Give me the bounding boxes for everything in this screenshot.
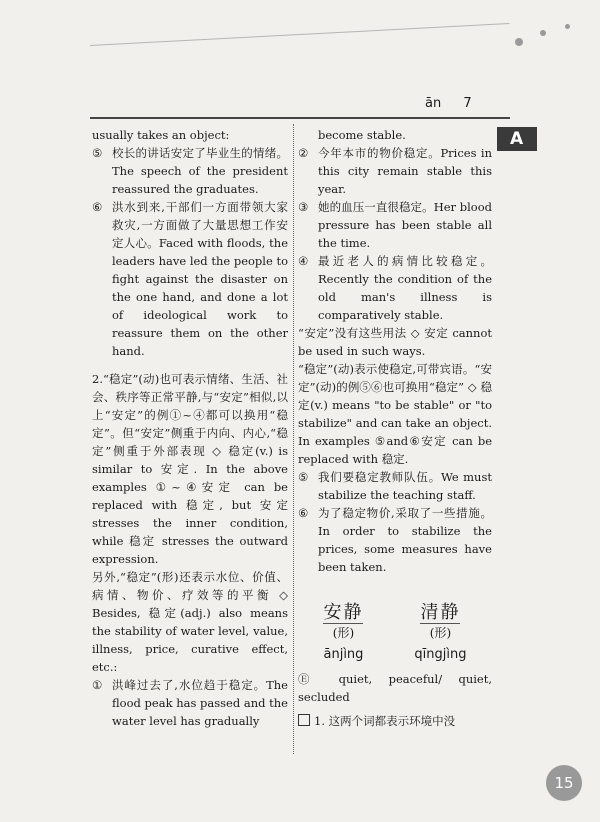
note-marker-icon bbox=[298, 714, 310, 726]
example-text: 最近老人的病情比较稳定。Recently the condition of the old man's illness is comparatively stable. bbox=[318, 254, 492, 322]
example-text: 今年本市的物价稳定。Prices in this city remain stable this year. bbox=[318, 146, 492, 196]
example-number: ⑥ bbox=[92, 200, 103, 214]
example-text: 校长的讲话安定了毕业生的情绪。The speech of the president reassured the graduates. bbox=[112, 146, 288, 196]
english-gloss: Ⓔ quiet, peaceful/ quiet, secluded bbox=[298, 672, 492, 704]
word-pair bbox=[298, 604, 492, 664]
example-item bbox=[298, 252, 492, 324]
example-item bbox=[298, 468, 492, 504]
example-text: 洪峰过去了,水位趋于稳定。The flood peak has passed and the water level has gradually bbox=[112, 678, 288, 728]
headword bbox=[323, 604, 363, 622]
word-entry bbox=[414, 604, 466, 664]
example-item bbox=[92, 676, 288, 730]
example-text: 我们要稳定教师队伍。We must stabilize the teaching staff. bbox=[318, 470, 492, 502]
example-number: ⑥ bbox=[298, 506, 309, 520]
header-rule bbox=[90, 117, 510, 119]
part-of-speech: (形) bbox=[429, 626, 452, 640]
intro-text: usually takes an object: bbox=[92, 128, 230, 142]
header-word: ān bbox=[425, 96, 442, 111]
explanation-start bbox=[298, 712, 492, 730]
example-number: ② bbox=[298, 146, 309, 160]
left-column bbox=[92, 126, 288, 730]
example-number: ③ bbox=[298, 200, 309, 214]
explanation-text: 1. 这两个词都表示环境中没 bbox=[314, 714, 456, 728]
usage-paragraph: 2.“稳定”(动)也可表示情绪、生活、社会、秩序等正常平静,与“安定”相似,以上“安定”的例①~④都可以换用“稳定”。但“安定”侧重于内向、内心,“稳定”侧重于外部表现 ◇ 稳定(v.) is similar to 安定. In the above examples ①~④安定 can be replaced with 稳定, but 安定 stresses the inner condition, while 稳定 stresses the outward expression. bbox=[92, 372, 288, 566]
example-number: ⑤ bbox=[298, 470, 309, 484]
section-tab: A bbox=[497, 127, 557, 151]
example-item bbox=[92, 198, 288, 360]
word-entry bbox=[323, 604, 363, 664]
example-item bbox=[92, 144, 288, 198]
headword-text: 清静 bbox=[420, 602, 461, 623]
example-text: 为了稳定物价,采取了一些措施。In order to stabilize the prices, some measures have been taken. bbox=[318, 506, 492, 574]
example-item bbox=[298, 144, 492, 198]
running-header bbox=[425, 96, 490, 111]
part-of-speech: (形) bbox=[332, 626, 355, 640]
example-number: ① bbox=[92, 678, 103, 692]
example-text: 她的血压一直很稳定。Her blood pressure has been stable all the time. bbox=[318, 200, 492, 250]
decorative-dot bbox=[540, 30, 546, 36]
right-column bbox=[298, 126, 492, 730]
pinyin: qīngjìng bbox=[414, 647, 467, 662]
column-divider bbox=[293, 124, 294, 754]
example-item bbox=[298, 504, 492, 576]
usage-paragraph: “稳定”(动)表示使稳定,可带宾语。“安定”(动)的例⑤⑥也可换用“稳定” ◇ 稳定(v.) means "to be stable" or "to stabilize" and can take an object. In examples ⑤and⑥安定 can be replaced with 稳定. bbox=[298, 362, 492, 466]
page-number: 15 bbox=[546, 765, 582, 801]
decorative-dot bbox=[565, 24, 570, 29]
usage-paragraph: 另外,“稳定”(形)还表示水位、价值、病情、物价、疗效等的平衡 ◇ Besides, 稳定(adj.) also means the stability of water level, value, illness, price, curative effect, etc.: bbox=[92, 570, 288, 674]
example-number: ⑤ bbox=[92, 146, 103, 160]
example-number: ④ bbox=[298, 254, 309, 268]
continued-text: become stable. bbox=[318, 128, 406, 142]
example-item bbox=[298, 198, 492, 252]
headword bbox=[414, 604, 466, 622]
pinyin: ānjìng bbox=[323, 647, 364, 662]
decorative-dot bbox=[515, 38, 523, 46]
headword-text: 安静 bbox=[323, 602, 364, 623]
usage-paragraph: “安定”没有这些用法 ◇ 安定 cannot be used in such ways. bbox=[298, 326, 492, 358]
decorative-line bbox=[90, 23, 509, 46]
header-number: 7 bbox=[463, 96, 472, 111]
example-text: 洪水到来,干部们一方面带领大家救灾,一方面做了大量思想工作安定人心。Faced with floods, the leaders have led the people to fight against the disaster on the one hand, and done a lot of ideological work to reassure them on the other hand. bbox=[112, 200, 288, 358]
